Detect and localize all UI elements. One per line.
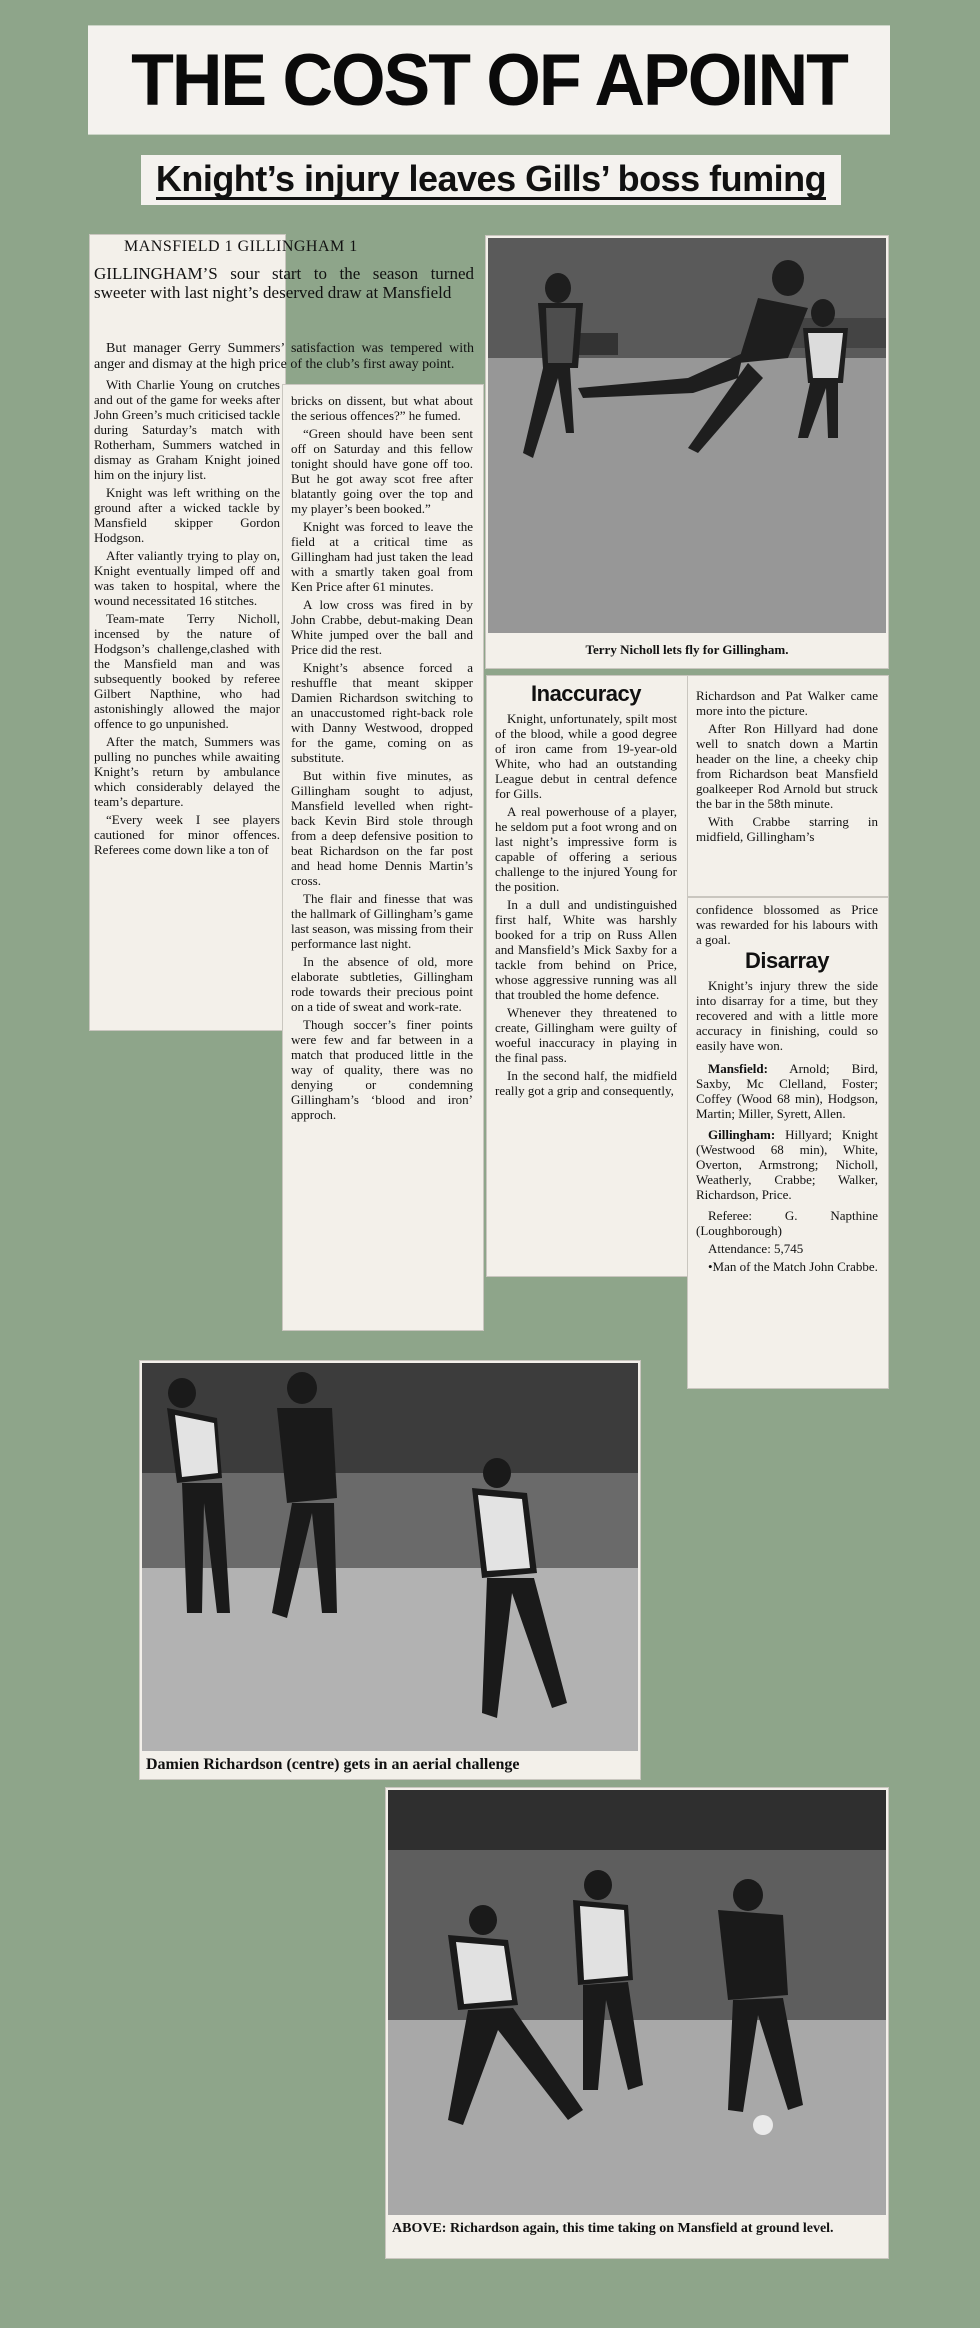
photo-terry-nicholl	[488, 238, 886, 633]
photo-ground-level	[388, 1790, 886, 2215]
photo-3-frame	[386, 1788, 888, 2258]
article-intro-extension	[285, 235, 485, 385]
article-column-4a	[688, 676, 888, 896]
paragraph: Richardson and Pat Walker came more into the picture.	[696, 688, 878, 718]
team-label: Mansfield:	[708, 1061, 768, 1076]
paragraph: In the second half, the midfield really got a grip and consequently,	[495, 1068, 677, 1098]
paragraph: A low cross was fired in by John Crabbe, debut-making Dean White jumped over the ball and Price did the rest.	[291, 597, 473, 657]
paragraph: In the absence of old, more elaborate subtleties, Gillingham rode towards their precious point on a tide of sweat and work-rate.	[291, 954, 473, 1014]
paragraph: Team-mate Terry Nicholl, incensed by the nature of Hodgson’s challenge,clashed with the Mansfield man and was subsequently booked by referee Gilbert Napthine, who had astonishingly allowed the major offence to go unpunished.	[94, 611, 280, 731]
article-column-3	[487, 676, 687, 1276]
scoreline: MANSFIELD 1 GILLINGHAM 1	[124, 238, 358, 255]
team-lineup: Hillyard; Knight (Westwood 68 min), White, Overton, Armstrong; Nicholl, Weatherly, Crabbe; Walker, Richardson, Price.	[696, 1127, 879, 1202]
crosshead-inaccuracy: Inaccuracy	[531, 681, 641, 706]
headline: THE COST OF APOINT	[88, 25, 890, 134]
subheadline	[141, 155, 841, 205]
paragraph: Knight’s injury threw the side into disarray for a time, but they recovered and with a little more accuracy in finishing, could so easily have won.	[696, 978, 878, 1053]
paragraph: confidence blossomed as Price was rewarded for his labours with a goal.	[696, 902, 878, 947]
paragraph: Though soccer’s finer points were few and far between in a match that produced little in the way of quality, there was no denying or condemning Gillingham’s ‘blood and iron’ approch.	[291, 1017, 473, 1122]
paragraph: After Ron Hillyard had done well to snatch down a Martin header on the line, a cheeky chip from Richardson beat Mansfield goalkeeper Rod Arnold but struck the bar in the 58th minute.	[696, 721, 878, 811]
photo-2-frame	[140, 1361, 640, 1779]
paragraph: With Charlie Young on crutches and out of the game for weeks after John Green’s much criticised tackle during Saturday’s match with Rotherham, Summers watched in dismay as Graham Knight joined him on the injury list.	[94, 377, 280, 482]
attendance: Attendance: 5,745	[708, 1241, 804, 1256]
man-of-the-match: •Man of the Match John Crabbe.	[708, 1259, 878, 1274]
paragraph: Knight, unfortunately, spilt most of the blood, while a good degree of iron came from 19-year-old White, who had an outstanding League debut in central defence for Gills.	[495, 711, 677, 801]
paragraph: The flair and finesse that was the hallmark of Gillingham’s game last season, was missing from their performance last night.	[291, 891, 473, 951]
team-label: Gillingham:	[708, 1127, 776, 1142]
paragraph: Whenever they threatened to create, Gillingham were guilty of woeful inaccuracy in playing in the final pass.	[495, 1005, 677, 1065]
referee: Referee: G. Napthine (Loughborough)	[696, 1208, 878, 1238]
paragraph: Knight was forced to leave the field at a critical time as Gillingham had just taken the lead with a smartly taken goal from Ken Price after 61 minutes.	[291, 519, 473, 594]
paragraph: Knight’s absence forced a reshuffle that meant skipper Damien Richardson switching to an unaccustomed right-back role with Danny Westwood, dropped for the game, coming on as substitute.	[291, 660, 473, 765]
paragraph: “Green should have been sent off on Saturday and this fellow tonight should have gone off too. But he got away scot free after blatantly going over the top and my player’s been booked.”	[291, 426, 473, 516]
paragraph: With Crabbe starring in midfield, Gillingham’s	[696, 814, 878, 844]
photo-aerial-challenge	[142, 1363, 638, 1751]
paragraph: In a dull and undistinguished first half, White was harshly booked for a trip on Russ Allen and Mansfield’s Mick Saxby for a tackle from behind on Price, whose aggressive running was all that troubled the home defence.	[495, 897, 677, 1002]
paragraph: But within five minutes, as Gillingham sought to adjust, Mansfield levelled when right-back Kevin Bird stole through from a deep defensive position to beat Richardson on the far post and head home Dennis Martin’s cross.	[291, 768, 473, 888]
crosshead-disarray: Disarray	[744, 948, 830, 973]
paragraph: But manager Gerry Summers’ satisfaction was tempered with anger and dismay at the high price of the club’s first away point.	[94, 341, 474, 372]
photo-1-caption: Terry Nicholl lets fly for Gillingham.	[486, 636, 888, 660]
photo-3-caption: ABOVE: Richardson again, this time taking on Mansfield at ground level.	[386, 2218, 888, 2239]
paragraph: After the match, Summers was pulling no punches while awaiting Knight’s return by ambulance which considerably delayed the team’s departure.	[94, 734, 280, 809]
photo-2-caption: Damien Richardson (centre) gets in an aerial challenge	[140, 1753, 640, 1776]
paragraph: Knight was left writhing on the ground after a wicked tackle by Mansfield skipper Gordon Hodgson.	[94, 485, 280, 545]
intro-paragraph: GILLINGHAM’S sour start to the season turned sweeter with last night’s deserved draw at Mansfield	[94, 264, 474, 302]
paragraph: “Every week I see players cautioned for minor offences. Referees come down like a ton of	[94, 812, 280, 857]
article-column-2	[283, 385, 483, 1330]
team-mansfield	[696, 1061, 878, 1121]
team-lineup: Arnold; Bird, Saxby, Mc Clelland, Foster; Coffey (Wood 68 min), Hodgson, Martin; Miller, Syrett, Allen.	[696, 1061, 878, 1121]
subheadline-text: Knight’s injury leaves Gills’ boss fuming	[155, 157, 827, 199]
article-column-4b	[688, 898, 888, 1388]
team-gillingham	[696, 1127, 878, 1202]
paragraph: After valiantly trying to play on, Knight eventually limped off and was taken to hospital, where the wound necessitated 16 stitches.	[94, 548, 280, 608]
photo-1-frame	[486, 236, 888, 668]
paragraph: A real powerhouse of a player, he seldom put a foot wrong and on last night’s impressive form is capable of offering a serious challenge to the injured Young for the position.	[495, 804, 677, 894]
paragraph: bricks on dissent, but what about the serious offences?” he fumed.	[291, 393, 473, 423]
